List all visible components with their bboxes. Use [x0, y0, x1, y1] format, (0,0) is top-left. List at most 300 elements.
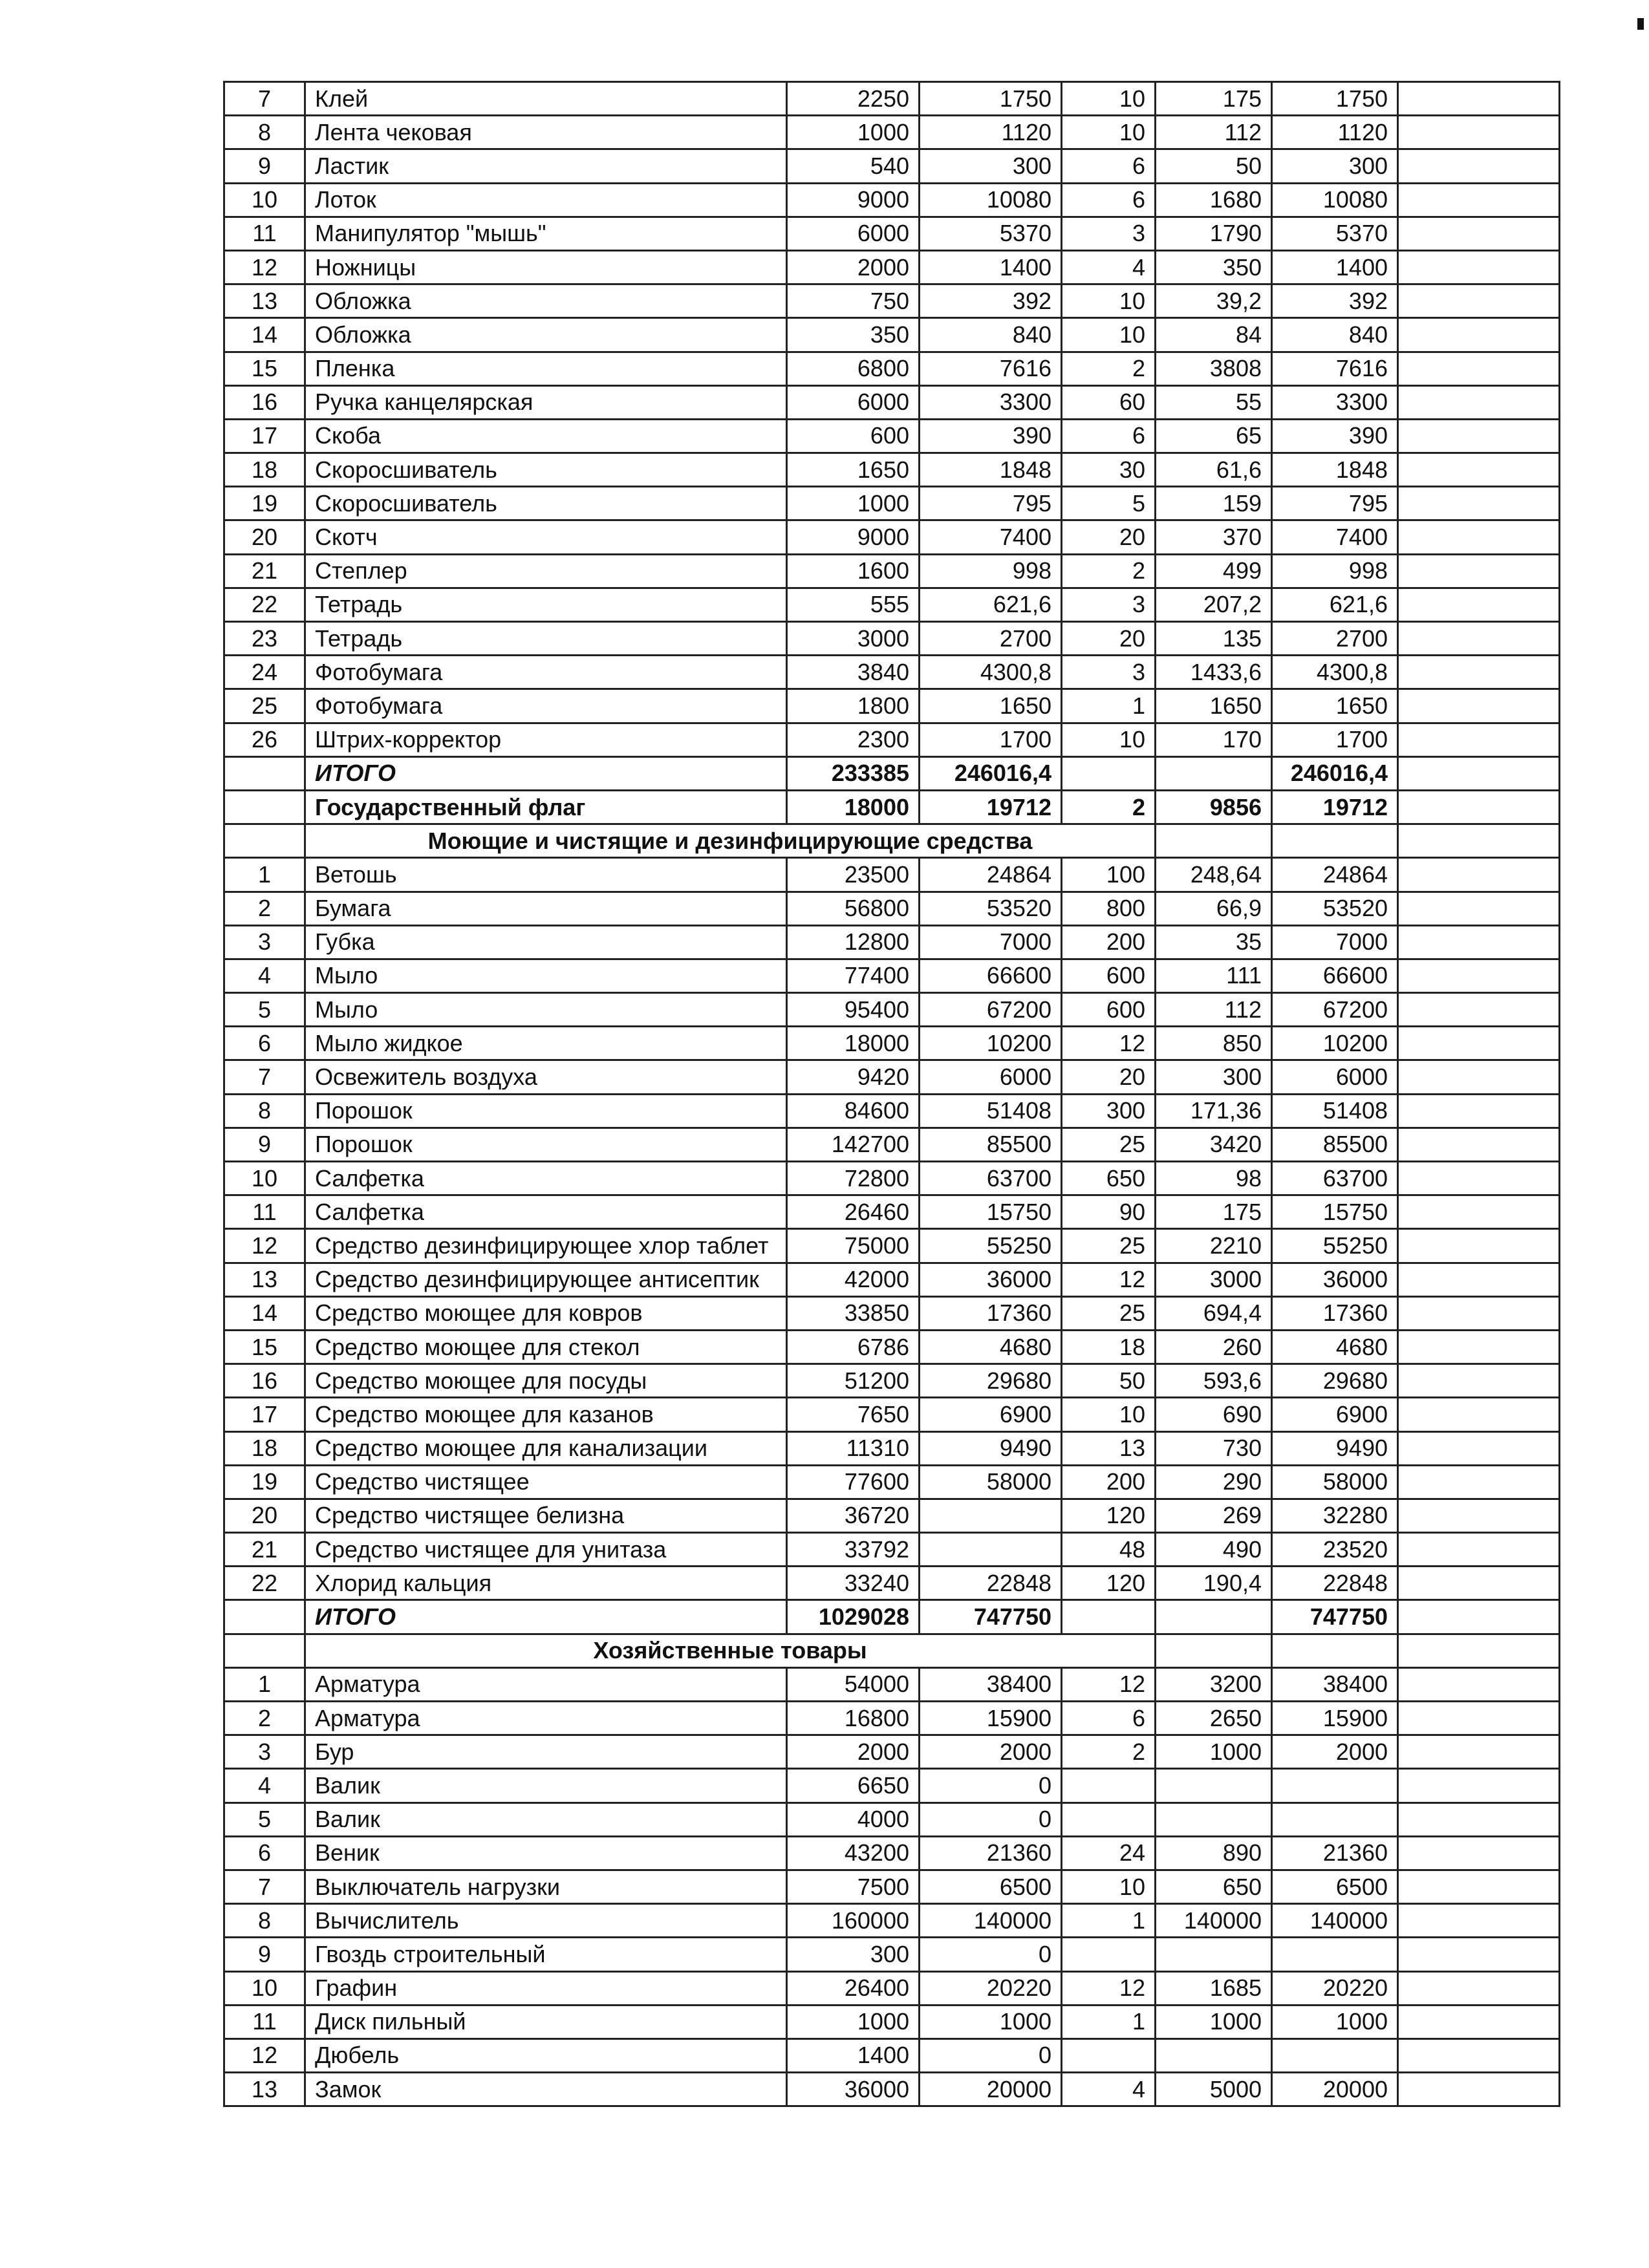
- quantity: 10: [1062, 116, 1156, 149]
- quantity: 3: [1062, 656, 1156, 689]
- item-name: Пленка: [305, 352, 787, 385]
- value-col-5: 15750: [1272, 1195, 1398, 1229]
- total-row: [224, 1600, 1560, 1634]
- item-name: Арматура: [305, 1667, 787, 1701]
- unit-price: 1680: [1156, 183, 1272, 217]
- table-row: [224, 318, 1560, 352]
- value-col-5: 38400: [1272, 1667, 1398, 1701]
- unit-price: 3200: [1156, 1667, 1272, 1701]
- table-row: [224, 2005, 1560, 2038]
- value-col-1: 1000: [787, 487, 920, 520]
- value-col-2: 1400: [920, 250, 1062, 284]
- value-col-5: 21360: [1272, 1836, 1398, 1870]
- item-name: Салфетка: [305, 1162, 787, 1195]
- quantity: 120: [1062, 1499, 1156, 1532]
- value-col-5: 7400: [1272, 520, 1398, 554]
- value-col-5: 53520: [1272, 892, 1398, 925]
- empty-cell: [1398, 1803, 1560, 1836]
- value-col-2: 4680: [920, 1330, 1062, 1364]
- item-name: Ножницы: [305, 250, 787, 284]
- value-col-2: 621,6: [920, 588, 1062, 621]
- item-name: Средство дезинфицирующее хлор таблет: [305, 1229, 787, 1263]
- unit-price: 112: [1156, 993, 1272, 1027]
- unit-price: [1156, 1938, 1272, 1971]
- item-name: Тетрадь: [305, 622, 787, 656]
- item-name: Средство моющее для стекол: [305, 1330, 787, 1364]
- quantity: 5: [1062, 487, 1156, 520]
- value-col-1: 18000: [787, 790, 920, 824]
- row-number: 25: [224, 689, 305, 723]
- table-row: [224, 1499, 1560, 1532]
- value-col-5: 300: [1272, 149, 1398, 183]
- item-name: Лента чековая: [305, 116, 787, 149]
- item-name: Освежитель воздуха: [305, 1060, 787, 1094]
- value-col-5: 29680: [1272, 1364, 1398, 1398]
- quantity: [1062, 1769, 1156, 1803]
- quantity: 200: [1062, 925, 1156, 959]
- unit-price: 66,9: [1156, 892, 1272, 925]
- item-name: Мыло жидкое: [305, 1027, 787, 1060]
- scan-edge-mark: [1637, 18, 1644, 30]
- item-name: Замок: [305, 2073, 787, 2106]
- item-name: Ручка канцелярская: [305, 385, 787, 419]
- row-number: [224, 824, 305, 858]
- row-number: 5: [224, 993, 305, 1027]
- unit-price: 98: [1156, 1162, 1272, 1195]
- quantity: 4: [1062, 250, 1156, 284]
- unit-price: [1156, 756, 1272, 790]
- quantity: 2: [1062, 352, 1156, 385]
- unit-price: 1000: [1156, 1735, 1272, 1769]
- empty-cell: [1398, 1094, 1560, 1128]
- table-row: [224, 419, 1560, 453]
- row-number: 13: [224, 2073, 305, 2106]
- value-col-5: 2000: [1272, 1735, 1398, 1769]
- value-col-1: 1800: [787, 689, 920, 723]
- unit-price: [1156, 1769, 1272, 1803]
- item-name: Средство дезинфицирующее антисептик: [305, 1263, 787, 1296]
- value-col-5: 1750: [1272, 82, 1398, 116]
- item-name: Манипулятор "мышь": [305, 217, 787, 250]
- value-col-2: [920, 1499, 1062, 1532]
- unit-price: 850: [1156, 1027, 1272, 1060]
- empty-cell: [1398, 656, 1560, 689]
- quantity: 3: [1062, 588, 1156, 621]
- unit-price: 3000: [1156, 1263, 1272, 1296]
- empty-cell: [1398, 1330, 1560, 1364]
- unit-price: 2210: [1156, 1229, 1272, 1263]
- value-col-2: 15750: [920, 1195, 1062, 1229]
- value-col-2: 140000: [920, 1904, 1062, 1938]
- unit-price: [1156, 1803, 1272, 1836]
- table-row: [224, 790, 1560, 824]
- empty-cell: [1398, 1296, 1560, 1330]
- value-col-1: 300: [787, 1938, 920, 1971]
- empty-cell: [1398, 385, 1560, 419]
- value-col-5: 6000: [1272, 1060, 1398, 1094]
- empty-cell: [1398, 959, 1560, 992]
- item-name: Степлер: [305, 554, 787, 588]
- quantity: 50: [1062, 1364, 1156, 1398]
- value-col-2: 0: [920, 2038, 1062, 2072]
- value-col-2: 7616: [920, 352, 1062, 385]
- value-col-1: 2000: [787, 1735, 920, 1769]
- row-number: 6: [224, 1836, 305, 1870]
- value-col-2: [920, 1533, 1062, 1567]
- unit-price: 9856: [1156, 790, 1272, 824]
- empty-cell: [1398, 622, 1560, 656]
- quantity: 20: [1062, 520, 1156, 554]
- value-col-1: 18000: [787, 1027, 920, 1060]
- quantity: 30: [1062, 453, 1156, 487]
- unit-price: 111: [1156, 959, 1272, 992]
- value-col-5: [1272, 2038, 1398, 2072]
- value-col-2: 7400: [920, 520, 1062, 554]
- row-number: 8: [224, 1094, 305, 1128]
- table-row: [224, 1769, 1560, 1803]
- value-col-2: 840: [920, 318, 1062, 352]
- quantity: 1: [1062, 689, 1156, 723]
- value-col-1: 142700: [787, 1128, 920, 1161]
- value-col-5: 36000: [1272, 1263, 1398, 1296]
- value-col-5: 63700: [1272, 1162, 1398, 1195]
- table-row: [224, 149, 1560, 183]
- unit-price: 300: [1156, 1060, 1272, 1094]
- empty-cell: [1398, 723, 1560, 756]
- empty-cell: [1398, 284, 1560, 318]
- table-row: [224, 1398, 1560, 1431]
- quantity: 6: [1062, 1702, 1156, 1735]
- value-col-2: 747750: [920, 1600, 1062, 1634]
- table-row: [224, 1060, 1560, 1094]
- value-col-5: 9490: [1272, 1431, 1398, 1465]
- row-number: 15: [224, 1330, 305, 1364]
- empty-cell: [1398, 2038, 1560, 2072]
- value-col-2: 1750: [920, 82, 1062, 116]
- row-number: 26: [224, 723, 305, 756]
- item-name: Государственный флаг: [305, 790, 787, 824]
- unit-price: 39,2: [1156, 284, 1272, 318]
- row-number: 20: [224, 1499, 305, 1532]
- quantity: 6: [1062, 183, 1156, 217]
- value-col-2: 20220: [920, 1971, 1062, 2005]
- row-number: 2: [224, 892, 305, 925]
- item-name: Дюбель: [305, 2038, 787, 2072]
- table-row: [224, 1667, 1560, 1701]
- empty-cell: [1398, 1364, 1560, 1398]
- value-col-1: 51200: [787, 1364, 920, 1398]
- empty-cell: [1156, 824, 1272, 858]
- value-col-5: 6900: [1272, 1398, 1398, 1431]
- unit-price: 650: [1156, 1870, 1272, 1903]
- item-name: Скоросшиватель: [305, 487, 787, 520]
- unit-price: 1650: [1156, 689, 1272, 723]
- empty-cell: [1398, 1735, 1560, 1769]
- value-col-5: 51408: [1272, 1094, 1398, 1128]
- table-row: [224, 284, 1560, 318]
- empty-cell: [1398, 1870, 1560, 1903]
- value-col-1: 84600: [787, 1094, 920, 1128]
- row-number: 7: [224, 82, 305, 116]
- value-col-2: 24864: [920, 858, 1062, 892]
- value-col-1: 16800: [787, 1702, 920, 1735]
- row-number: 4: [224, 959, 305, 992]
- unit-price: 290: [1156, 1465, 1272, 1499]
- row-number: 18: [224, 1431, 305, 1465]
- row-number: 13: [224, 284, 305, 318]
- quantity: [1062, 756, 1156, 790]
- row-number: 22: [224, 1567, 305, 1600]
- quantity: [1062, 1803, 1156, 1836]
- item-name: Губка: [305, 925, 787, 959]
- table-row: [224, 1567, 1560, 1600]
- value-col-2: 38400: [920, 1667, 1062, 1701]
- quantity: 48: [1062, 1533, 1156, 1567]
- quantity: 6: [1062, 419, 1156, 453]
- value-col-2: 55250: [920, 1229, 1062, 1263]
- unit-price: 1433,6: [1156, 656, 1272, 689]
- unit-price: 490: [1156, 1533, 1272, 1567]
- value-col-2: 53520: [920, 892, 1062, 925]
- quantity: 10: [1062, 82, 1156, 116]
- value-col-1: 3000: [787, 622, 920, 656]
- unit-price: 5000: [1156, 2073, 1272, 2106]
- section-header-row: [224, 1634, 1560, 1667]
- value-col-2: 6900: [920, 1398, 1062, 1431]
- empty-cell: [1398, 487, 1560, 520]
- row-number: 21: [224, 1533, 305, 1567]
- row-number: 10: [224, 183, 305, 217]
- value-col-2: 22848: [920, 1567, 1062, 1600]
- table-row: [224, 82, 1560, 116]
- table-row: [224, 588, 1560, 621]
- value-col-2: 0: [920, 1769, 1062, 1803]
- empty-cell: [1398, 352, 1560, 385]
- value-col-5: 1400: [1272, 250, 1398, 284]
- row-number: 18: [224, 453, 305, 487]
- table-row: [224, 1803, 1560, 1836]
- table-row: [224, 1128, 1560, 1161]
- empty-cell: [1398, 1027, 1560, 1060]
- quantity: 10: [1062, 284, 1156, 318]
- value-col-5: 1000: [1272, 2005, 1398, 2038]
- item-name: Клей: [305, 82, 787, 116]
- empty-cell: [1398, 2073, 1560, 2106]
- quantity: 120: [1062, 1567, 1156, 1600]
- value-col-2: 20000: [920, 2073, 1062, 2106]
- table-row: [224, 520, 1560, 554]
- item-name: Скотч: [305, 520, 787, 554]
- table-row: [224, 1836, 1560, 1870]
- value-col-5: 20220: [1272, 1971, 1398, 2005]
- value-col-5: 747750: [1272, 1600, 1398, 1634]
- value-col-2: 29680: [920, 1364, 1062, 1398]
- value-col-1: 6000: [787, 217, 920, 250]
- table-row: [224, 1702, 1560, 1735]
- value-col-1: 1650: [787, 453, 920, 487]
- value-col-5: 140000: [1272, 1904, 1398, 1938]
- item-name: Обложка: [305, 284, 787, 318]
- item-name: Ластик: [305, 149, 787, 183]
- value-col-5: 621,6: [1272, 588, 1398, 621]
- row-number: 21: [224, 554, 305, 588]
- value-col-1: 26400: [787, 1971, 920, 2005]
- table-row: [224, 352, 1560, 385]
- empty-cell: [1398, 892, 1560, 925]
- row-number: 12: [224, 250, 305, 284]
- value-col-2: 21360: [920, 1836, 1062, 1870]
- value-col-1: 1400: [787, 2038, 920, 2072]
- row-number: 1: [224, 858, 305, 892]
- value-col-1: 33792: [787, 1533, 920, 1567]
- empty-cell: [1398, 1465, 1560, 1499]
- unit-price: 3420: [1156, 1128, 1272, 1161]
- value-col-1: 540: [787, 149, 920, 183]
- value-col-5: 2700: [1272, 622, 1398, 656]
- row-number: 17: [224, 1398, 305, 1431]
- value-col-1: 750: [787, 284, 920, 318]
- table-row: [224, 1971, 1560, 2005]
- row-number: 12: [224, 2038, 305, 2072]
- section-title: Моющие и чистящие и дезинфицирующие средства: [305, 824, 1156, 858]
- value-col-2: 5370: [920, 217, 1062, 250]
- row-number: 14: [224, 318, 305, 352]
- empty-cell: [1398, 149, 1560, 183]
- row-number: 6: [224, 1027, 305, 1060]
- empty-cell: [1398, 925, 1560, 959]
- row-number: [224, 1600, 305, 1634]
- empty-cell: [1398, 1971, 1560, 2005]
- value-col-1: 3840: [787, 656, 920, 689]
- value-col-5: 7000: [1272, 925, 1398, 959]
- table-row: [224, 1229, 1560, 1263]
- empty-cell: [1398, 217, 1560, 250]
- value-col-5: 32280: [1272, 1499, 1398, 1532]
- quantity: 12: [1062, 1027, 1156, 1060]
- value-col-2: 51408: [920, 1094, 1062, 1128]
- value-col-1: 1600: [787, 554, 920, 588]
- quantity: 24: [1062, 1836, 1156, 1870]
- value-col-5: 4680: [1272, 1330, 1398, 1364]
- table-row: [224, 1465, 1560, 1499]
- item-name: Вычислитель: [305, 1904, 787, 1938]
- empty-cell: [1398, 183, 1560, 217]
- table-row: [224, 183, 1560, 217]
- value-col-1: 36000: [787, 2073, 920, 2106]
- value-col-1: 160000: [787, 1904, 920, 1938]
- table-row: [224, 250, 1560, 284]
- value-col-2: 0: [920, 1803, 1062, 1836]
- row-number: 8: [224, 1904, 305, 1938]
- unit-price: 3808: [1156, 352, 1272, 385]
- quantity: [1062, 2038, 1156, 2072]
- empty-cell: [1398, 1904, 1560, 1938]
- table-row: [224, 892, 1560, 925]
- value-col-5: 10200: [1272, 1027, 1398, 1060]
- item-name: Арматура: [305, 1702, 787, 1735]
- item-name: Валик: [305, 1803, 787, 1836]
- row-number: [224, 1634, 305, 1667]
- section-title: Хозяйственные товары: [305, 1634, 1156, 1667]
- value-col-2: 795: [920, 487, 1062, 520]
- value-col-5: 67200: [1272, 993, 1398, 1027]
- unit-price: 35: [1156, 925, 1272, 959]
- unit-price: 55: [1156, 385, 1272, 419]
- empty-cell: [1398, 1667, 1560, 1701]
- unit-price: 269: [1156, 1499, 1272, 1532]
- item-name: ИТОГО: [305, 756, 787, 790]
- item-name: Ветошь: [305, 858, 787, 892]
- row-number: 19: [224, 1465, 305, 1499]
- table-row: [224, 554, 1560, 588]
- value-col-1: 77600: [787, 1465, 920, 1499]
- quantity: 650: [1062, 1162, 1156, 1195]
- item-name: Хлорид кальция: [305, 1567, 787, 1600]
- item-name: Диск пильный: [305, 2005, 787, 2038]
- value-col-1: 6786: [787, 1330, 920, 1364]
- table-row: [224, 723, 1560, 756]
- row-number: 7: [224, 1870, 305, 1903]
- value-col-5: 840: [1272, 318, 1398, 352]
- empty-cell: [1398, 1702, 1560, 1735]
- table-row: [224, 453, 1560, 487]
- value-col-1: 6800: [787, 352, 920, 385]
- table-row: [224, 689, 1560, 723]
- value-col-5: 3300: [1272, 385, 1398, 419]
- value-col-2: 246016,4: [920, 756, 1062, 790]
- item-name: Средство моющее для посуды: [305, 1364, 787, 1398]
- item-name: Бур: [305, 1735, 787, 1769]
- table-row: [224, 1735, 1560, 1769]
- unit-price: 112: [1156, 116, 1272, 149]
- quantity: 10: [1062, 723, 1156, 756]
- value-col-5: 58000: [1272, 1465, 1398, 1499]
- empty-cell: [1398, 2005, 1560, 2038]
- value-col-5: [1272, 1938, 1398, 1971]
- value-col-2: 3300: [920, 385, 1062, 419]
- value-col-5: 24864: [1272, 858, 1398, 892]
- table-row: [224, 116, 1560, 149]
- item-name: Гвоздь строительный: [305, 1938, 787, 1971]
- unit-price: 190,4: [1156, 1567, 1272, 1600]
- value-col-2: 1848: [920, 453, 1062, 487]
- value-col-5: 1650: [1272, 689, 1398, 723]
- section-header-row: [224, 824, 1560, 858]
- value-col-2: 19712: [920, 790, 1062, 824]
- value-col-2: 66600: [920, 959, 1062, 992]
- empty-cell: [1398, 858, 1560, 892]
- value-col-2: 67200: [920, 993, 1062, 1027]
- value-col-2: 300: [920, 149, 1062, 183]
- unit-price: 65: [1156, 419, 1272, 453]
- empty-cell: [1156, 1634, 1272, 1667]
- quantity: 1: [1062, 1904, 1156, 1938]
- item-name: Средство моющее для ковров: [305, 1296, 787, 1330]
- empty-cell: [1398, 1836, 1560, 1870]
- value-col-5: 4300,8: [1272, 656, 1398, 689]
- value-col-1: 23500: [787, 858, 920, 892]
- table-row: [224, 1263, 1560, 1296]
- value-col-1: 1000: [787, 2005, 920, 2038]
- empty-cell: [1398, 318, 1560, 352]
- empty-cell: [1398, 1533, 1560, 1567]
- empty-cell: [1398, 1263, 1560, 1296]
- value-col-1: 56800: [787, 892, 920, 925]
- empty-cell: [1398, 1195, 1560, 1229]
- item-name: Порошок: [305, 1094, 787, 1128]
- quantity: 20: [1062, 1060, 1156, 1094]
- table-row: [224, 656, 1560, 689]
